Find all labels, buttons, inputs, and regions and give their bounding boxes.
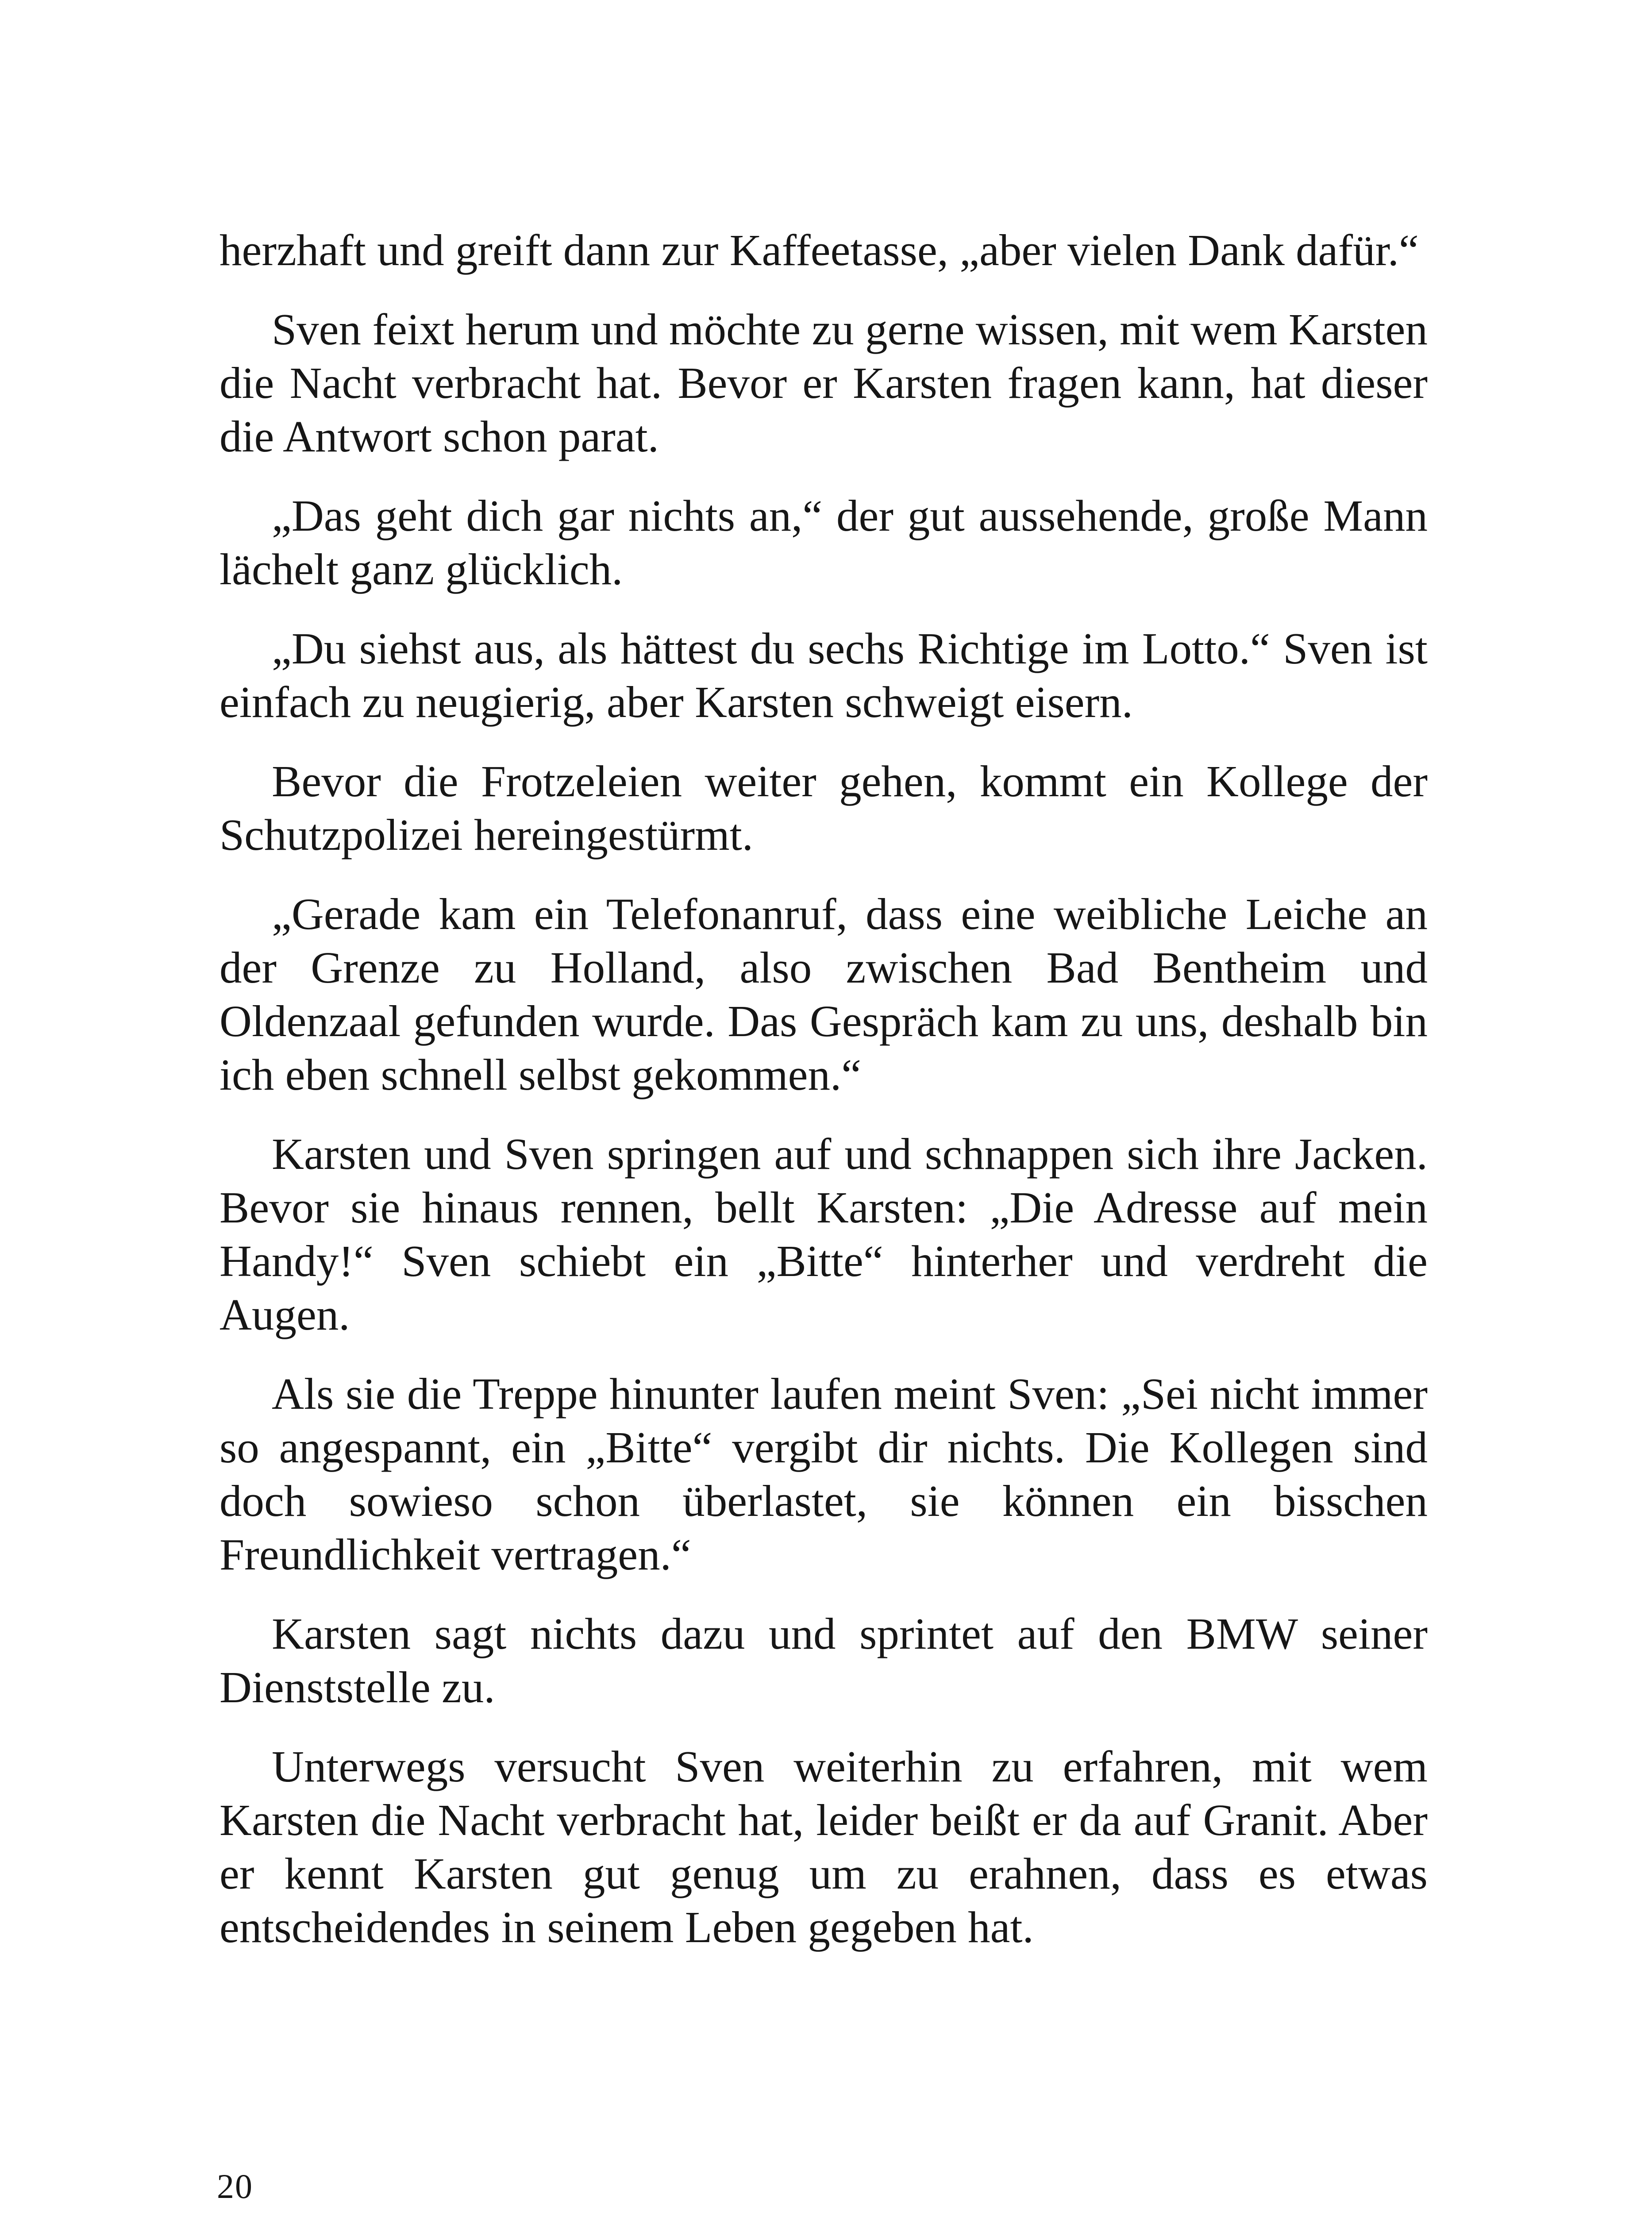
paragraph: Bevor die Frotzeleien weiter gehen, kommt ein Kollege der Schutzpolizei hereingestürmt.	[219, 756, 1428, 860]
body-text	[219, 224, 1428, 1980]
paragraph: „Gerade kam ein Telefonanruf, dass eine weibliche Leiche an der Grenze zu Holland, also zwischen Bad Bentheim und Oldenzaal gefunden wurde. Das Gespräch kam zu uns, deshalb bin ich eben schnell selbst gekommen.“	[219, 889, 1428, 1099]
paragraph-continuation: herzhaft und greift dann zur Kaffeetasse, „aber vielen Dank dafür.“	[219, 225, 1419, 275]
paragraph: Sven feixt herum und möchte zu gerne wissen, mit wem Karsten die Nacht verbracht hat. Bevor er Karsten fragen kann, hat dieser die Antwort schon parat.	[219, 305, 1428, 461]
paragraph: „Du siehst aus, als hättest du sechs Richtige im Lotto.“ Sven ist einfach zu neugierig, aber Karsten schweigt eisern.	[219, 624, 1428, 727]
paragraph: „Das geht dich gar nichts an,“ der gut aussehende, große Mann lächelt ganz glücklich.	[219, 491, 1428, 594]
paragraph: Karsten sagt nichts dazu und sprintet auf den BMW seiner Dienststelle zu.	[219, 1609, 1428, 1712]
paragraph: Als sie die Treppe hinunter laufen meint Sven: „Sei nicht immer so angespannt, ein „Bitte“ vergibt dir nichts. Die Kollegen sind doch sowieso schon überlastet, sie können ein bisschen Freundlichkeit vertragen.“	[219, 1369, 1428, 1579]
paragraph: Karsten und Sven springen auf und schnappen sich ihre Jacken. Bevor sie hinaus rennen, bellt Karsten: „Die Adresse auf mein Handy!“ Sven schiebt ein „Bitte“ hinterher und verdreht die Augen.	[219, 1129, 1428, 1339]
paragraph: Unterwegs versucht Sven weiterhin zu erfahren, mit wem Karsten die Nacht verbracht hat, leider beißt er da auf Granit. Aber er kennt Karsten gut genug um zu erahnen, dass es etwas entscheidendes in seinem Leben gegeben hat.	[219, 1742, 1428, 1952]
page-number: 20	[217, 2167, 253, 2205]
